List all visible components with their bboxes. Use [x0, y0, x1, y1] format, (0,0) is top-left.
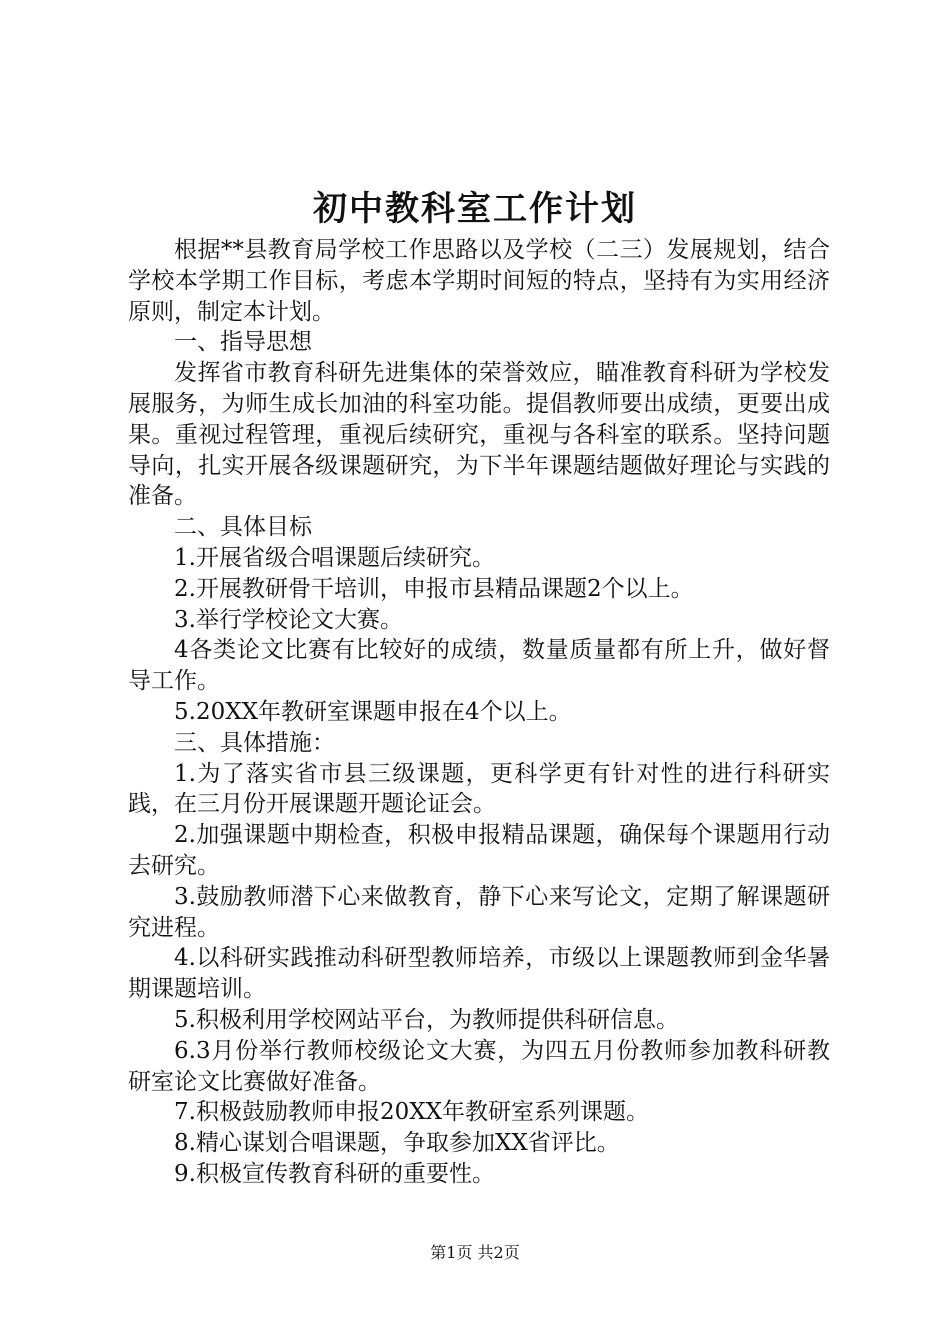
paragraph-intro: 根据**县教育局学校工作思路以及学校（二三）发展规划，结合学校本学期工作目标，考虑本学期时间短的特点，坚持有为实用经济原则，制定本计划。: [128, 237, 830, 325]
measure-item-2: 2.加强课题中期检查，积极申报精品课题，确保每个课题用行动去研究。: [128, 822, 830, 879]
document-body: [128, 235, 830, 1190]
goal-item-4: 4各类论文比赛有比较好的成绩，数量质量都有所上升，做好督导工作。: [128, 637, 830, 695]
section-heading-guiding-ideology: 一、指导思想: [174, 329, 312, 356]
measure-item-9: 9.积极宣传教育科研的重要性。: [174, 1160, 495, 1187]
measure-item-4: 4.以科研实践推动科研型教师培养，市级以上课题教师到金华暑期课题培训。: [128, 945, 830, 1003]
measure-item-7: 7.积极鼓励教师申报20XX年教研室系列课题。: [174, 1099, 649, 1126]
measure-item-1: 1.为了落实省市县三级课题，更科学更有针对性的进行科研实践，在三月份开展课题开题论证会。: [128, 760, 830, 818]
paragraph-guiding-ideology: 发挥省市教育科研先进集体的荣誉效应，瞄准教育科研为学校发展服务，为师生成长加油的科室功能。提倡教师要出成绩，更要出成果。重视过程管理，重视后续研究，重视与各科室的联系。坚持问题导向，扎实开展各级课题研究，为下半年课题结题做好理论与实践的准备。: [128, 360, 830, 510]
section-heading-specific-measures: 三、具体措施：: [174, 729, 335, 756]
section-heading-specific-goals: 二、具体目标: [174, 514, 312, 541]
document-title: 初中教科室工作计划: [313, 189, 637, 229]
goal-item-2: 2.开展教研骨干培训，申报市县精品课题2个以上。: [174, 575, 694, 602]
measure-item-5: 5.积极利用学校网站平台，为教师提供科研信息。: [174, 1006, 679, 1033]
goal-item-3: 3.举行学校论文大赛。: [174, 606, 403, 633]
measure-item-8: 8.精心谋划合唱课题，争取参加XX省评比。: [174, 1130, 620, 1157]
measure-item-6: 6.3月份举行教师校级论文大赛，为四五月份教师参加教科研教研室论文比赛做好准备。: [128, 1037, 830, 1095]
goal-item-1: 1.开展省级合唱课题后续研究。: [174, 544, 495, 571]
goal-item-5: 5.20XX年教研室课题申报在4个以上。: [174, 698, 572, 725]
page-number-footer: 第1页 共2页: [430, 1243, 520, 1262]
measure-item-3: 3.鼓励教师潜下心来做教育，静下心来写论文，定期了解课题研究进程。: [128, 883, 830, 941]
